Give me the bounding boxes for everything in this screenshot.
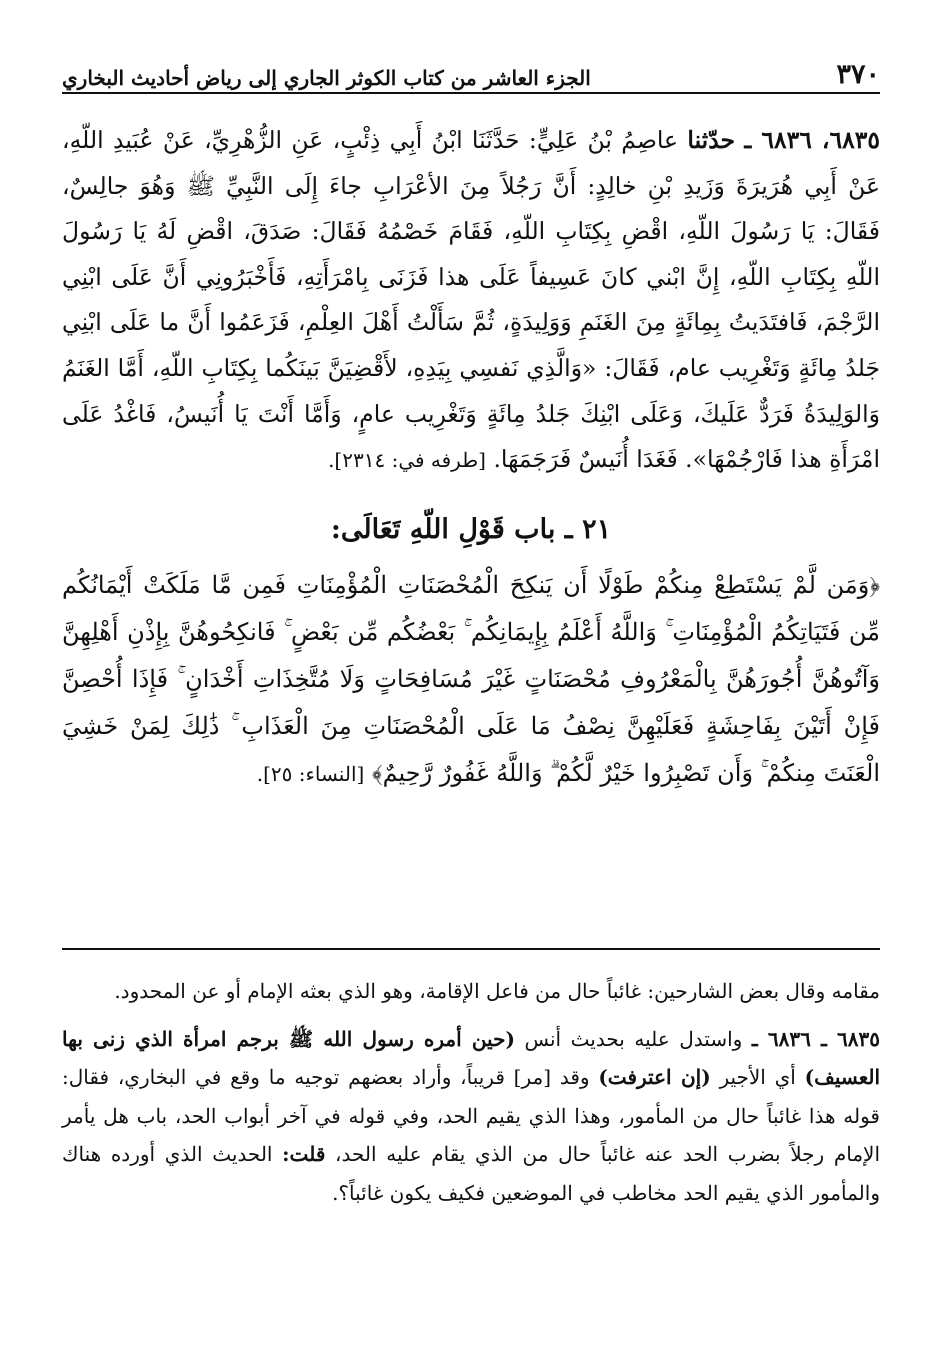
book-page <box>62 52 881 1205</box>
footnote-2-part3: وقد [مر] قريباً، وأراد بعضهم توجيه ما وقع في البخاري، فقال: قوله هذا غائباً حال من المأمور، وهذا الذي يقيم الحد، وفي قوله في آخر أبواب الحد، باب هل يأمر الإمام رجلاً بضرب الحد عنه غائباً حال من الذي يقام عليه الحد، <box>62 1065 880 1166</box>
footnotes <box>62 972 880 1212</box>
footnote-2-part2: أي الأجير <box>719 1065 796 1089</box>
verse-reference: [النساء: ٢٥]. <box>256 761 365 786</box>
footnote-1: مقامه وقال بعض الشارحين: غائباً حال من فاعل الإقامة، وهو الذي بعثه الإمام أو عن المحدود. <box>114 979 880 1003</box>
hadith-paragraph <box>62 118 880 484</box>
footnote-2-quote2: (إن اعترفت) <box>598 1065 711 1089</box>
running-title: الجزء العاشر من كتاب الكوثر الجاري إلى رياض أحاديث البخاري <box>62 66 591 90</box>
hadith-intro: حدّثنا <box>687 126 736 154</box>
chapter-heading: ٢١ ـ باب قَوْلِ اللّهِ تَعَالَى: <box>330 513 612 545</box>
footnote-2-part1: واستدل عليه بحديث أنس <box>524 1026 743 1051</box>
verse-text: ﴿وَمَن لَّمْ يَسْتَطِعْ مِنكُمْ طَوْلًا أَن يَنكِحَ الْمُحْصَنَاتِ الْمُؤْمِنَاتِ فَمِن مَّا مَلَكَتْ أَيْمَانُكُم مِّن فَتَيَاتِكُمُ الْمُؤْمِنَاتِ ۚ وَاللَّهُ أَعْلَمُ بِإِيمَانِكُم ۚ بَعْضُكُم مِّن بَعْضٍ ۚ فَانكِحُوهُنَّ بِإِذْنِ أَهْلِهِنَّ وَآتُوهُنَّ أُجُورَهُنَّ بِالْمَعْرُوفِ مُحْصَنَاتٍ غَيْرَ مُسَافِحَاتٍ وَلَا مُتَّخِذَاتِ أَخْدَانٍ ۚ فَإِذَا أُحْصِنَّ فَإِنْ أَتَيْنَ بِفَاحِشَةٍ فَعَلَيْهِنَّ نِصْفُ مَا عَلَى الْمُحْصَنَاتِ مِنَ الْعَذَابِ ۚ ذَٰلِكَ لِمَنْ خَشِيَ الْعَنَتَ مِنكُمْ ۚ وَأَن تَصْبِرُوا خَيْرٌ لَّكُمْ ۗ وَاللَّهُ غَفُورٌ رَّحِيمٌ﴾ <box>62 570 880 787</box>
page-number: ٣٧٠ <box>836 59 880 90</box>
footnote-2-quote1: (حين أمره رسول الله ﷺ برجم امرأة الذي زنى بها العسيف) <box>62 1026 881 1089</box>
footnote-2-number: ٦٨٣٥ ـ ٦٨٣٦ ـ <box>751 1026 881 1051</box>
hadith-cross-reference: [طرفه في: ٢٣١٤]. <box>328 448 486 473</box>
hadith-number: ٦٨٣٥، ٦٨٣٦ ـ <box>744 126 880 154</box>
footnote-2-part4: الحديث الذي أورده هناك والمأمور الذي يقيم الحد مخاطب في الموضعين فكيف يكون غائباً؟. <box>62 1142 880 1205</box>
footnote-2 <box>62 1020 880 1213</box>
quran-verse <box>62 562 880 798</box>
page-header <box>62 52 880 94</box>
hadith-text: عاصِمُ بْنُ عَلِيٍّ: حَدَّثَنَا ابْنُ أَبِي ذِئْبٍ، عَنِ الزُّهْرِيِّ، عَنْ عُبَيدِ اللّهِ، عَنْ أَبِي هُرَيرَةَ وَزَيدِ بْنِ خالِدٍ: أَنَّ رَجُلاً مِنَ الأعْرَابِ جاءَ إِلَى النَّبِيِّ ﷺ وَهُوَ جالِسٌ، فَقَالَ: يَا رَسُولَ اللّهِ، اقْضِ بِكِتَابِ اللّهِ، فَقَامَ خَصْمُهُ فَقَالَ: صَدَقَ، اقْضِ لَهُ يَا رَسُولَ اللّهِ بِكِتَابِ اللّهِ، إِنَّ ابْني كانَ عَسِيفاً عَلَى هذا فَزَنَى بِامْرَأَتِهِ، فَأَخْبَرُونِي أَنَّ عَلَى ابْنِي الرَّجْمَ، فَافتَدَيتُ بِمِائَةٍ مِنَ الغَنَمِ وَوَلِيدَةٍ، ثُمَّ سَأَلْتُ أَهْلَ العِلْمِ، فَزَعَمُوا أَنَّ ما عَلَى ابْنِي جَلدُ مِائَةٍ وَتَغْرِيب عام، فَقَالَ: «وَالَّذِي نَفسِي بِيَدِهِ، لأَقْضِيَنَّ بَينَكُما بِكِتَابِ اللّهِ، أَمَّا الغَنَمُ وَالوَلِيدَةُ فَرَدٌّ عَلَيكَ، وَعَلَى ابْنِكَ جَلدُ مِائَةٍ وَتَغْرِيب عامٍ، وَأَمَّا أَنْتَ يَا أُنَيسُ، فَاغْدُ عَلَى امْرَأَةِ هذا فَارْجُمْهَا». فَغَدَا أُنَيسٌ فَرَجَمَهَا. <box>62 126 880 474</box>
footnote-2-qultu: قلت: <box>282 1142 326 1166</box>
footnote-divider <box>62 948 880 950</box>
